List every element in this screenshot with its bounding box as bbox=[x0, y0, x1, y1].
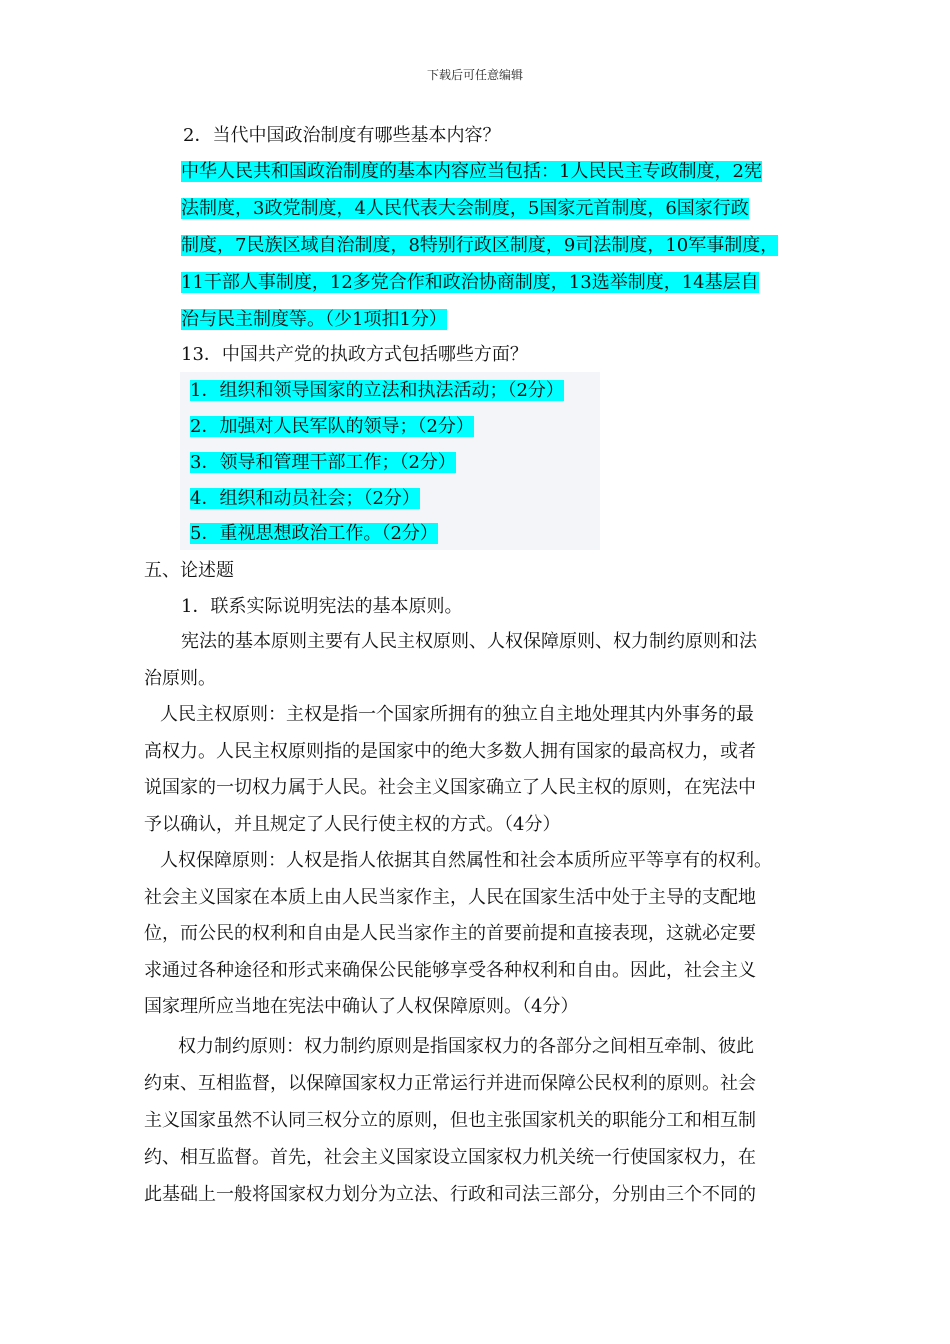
paragraph-line: 国家理所应当地在宪法中确认了人权保障原则。（4分） bbox=[144, 996, 579, 1017]
question-2-title: 2．当代中国政治制度有哪些基本内容？ bbox=[183, 125, 501, 146]
section-heading: 五、论述题 bbox=[144, 560, 234, 581]
page-header-note: 下载后可任意编辑 bbox=[426, 68, 523, 82]
paragraph-line: 人民主权原则：主权是指一个国家所拥有的独立自主地处理其内外事务的最 bbox=[160, 704, 754, 725]
highlighted-text: 中华人民共和国政治制度的基本内容应当包括：1人民民主专政制度，2宪 bbox=[181, 161, 762, 182]
paragraph-line: 宪法的基本原则主要有人民主权原则、人权保障原则、权力制约原则和法 bbox=[181, 631, 757, 652]
paragraph-line: 权力制约原则：权力制约原则是指国家权力的各部分之间相互牵制、彼此 bbox=[178, 1036, 754, 1057]
list-item bbox=[190, 521, 438, 547]
essay-question-title: 1．联系实际说明宪法的基本原则。 bbox=[181, 596, 463, 617]
list-item bbox=[190, 486, 420, 512]
paragraph-line: 治原则。 bbox=[144, 668, 216, 689]
highlighted-text: 1．组织和领导国家的立法和执法活动；（2分） bbox=[190, 380, 564, 401]
paragraph-line: 予以确认，并且规定了人民行使主权的方式。（4分） bbox=[144, 814, 561, 835]
paragraph-line: 人权保障原则：人权是指人依据其自然属性和社会本质所应平等享有的权利。 bbox=[160, 850, 772, 871]
paragraph-line: 主义国家虽然不认同三权分立的原则，但也主张国家机关的职能分工和相互制 bbox=[144, 1110, 756, 1131]
highlighted-text: 3．领导和管理干部工作；（2分） bbox=[190, 452, 456, 473]
highlighted-text: 4．组织和动员社会；（2分） bbox=[190, 488, 420, 509]
highlighted-text: 制度，7民族区域自治制度，8特别行政区制度，9司法制度，10军事制度， bbox=[181, 235, 779, 256]
answer-line bbox=[181, 233, 778, 259]
question-13-title: 13．中国共产党的执政方式包括哪些方面？ bbox=[181, 344, 528, 365]
list-item bbox=[190, 414, 474, 440]
answer-line bbox=[181, 159, 762, 185]
paragraph-line: 社会主义国家在本质上由人民当家作主，人民在国家生活中处于主导的支配地 bbox=[144, 887, 756, 908]
highlighted-text: 2．加强对人民军队的领导；（2分） bbox=[190, 416, 474, 437]
paragraph-line: 位，而公民的权利和自由是人民当家作主的首要前提和直接表现，这就必定要 bbox=[144, 923, 756, 944]
paragraph-line: 此基础上一般将国家权力划分为立法、行政和司法三部分，分别由三个不同的 bbox=[144, 1184, 756, 1205]
paragraph-line: 求通过各种途径和形式来确保公民能够享受各种权利和自由。因此，社会主义 bbox=[144, 960, 756, 981]
list-item bbox=[190, 378, 564, 404]
highlighted-text: 5．重视思想政治工作。（2分） bbox=[190, 523, 438, 544]
answer-line bbox=[181, 270, 759, 296]
highlighted-text: 11干部人事制度，12多党合作和政治协商制度，13选举制度，14基层自 bbox=[181, 272, 759, 293]
paragraph-line: 说国家的一切权力属于人民。社会主义国家确立了人民主权的原则，在宪法中 bbox=[144, 777, 756, 798]
list-item bbox=[190, 450, 456, 476]
answer-line bbox=[181, 307, 447, 333]
highlighted-text: 法制度，3政党制度，4人民代表大会制度，5国家元首制度，6国家行政 bbox=[181, 198, 749, 219]
highlighted-text: 治与民主制度等。（少1项扣1分） bbox=[181, 309, 447, 330]
paragraph-line: 高权力。人民主权原则指的是国家中的绝大多数人拥有国家的最高权力，或者 bbox=[144, 741, 756, 762]
answer-line bbox=[181, 196, 749, 222]
paragraph-line: 约、相互监督。首先，社会主义国家设立国家权力机关统一行使国家权力，在 bbox=[144, 1147, 756, 1168]
paragraph-line: 约束、互相监督，以保障国家权力正常运行并进而保障公民权利的原则。社会 bbox=[144, 1073, 756, 1094]
